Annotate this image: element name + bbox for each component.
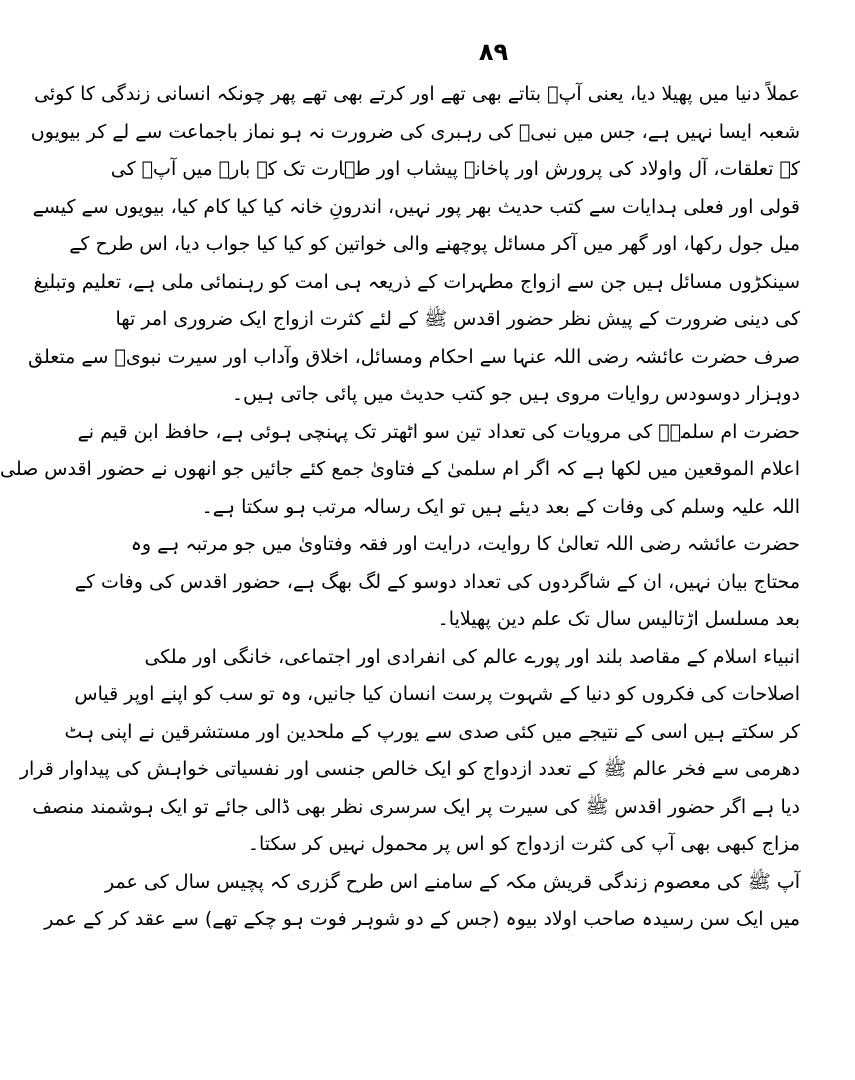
text-line: قولی اور فعلی ہدایات سے کتب حدیث بھر پور نہیں، اندرونِ خانہ کیا کیا کام کیا، بیویوں سے کیسے bbox=[32, 195, 800, 218]
text-line: کر سکتے ہیں اسی کے نتیجے میں کئی صدی سے یورپ کے ملحدین اور مستشرقین نے اپنی ہٹ bbox=[64, 720, 800, 743]
text-line: کے تعلقات، آل واولاد کی پرورش اور پاخانہ پیشاب اور طہارت تک کے بارے میں آپؐ کی bbox=[110, 158, 800, 180]
text-line: دھرمی سے فخر عالم ﷺ کے تعدد ازدواج کو ایک خالص جنسی اور نفسیاتی خواہش کی پیداوار قرار bbox=[19, 758, 800, 780]
paragraph-end-line: دوہزار دوسودس روایات مروی ہیں جو کتب حدیث میں پائی جاتی ہیں۔ bbox=[231, 383, 800, 405]
paragraph-start-line: حضرت عائشہ رضی اللہ تعالیٰ کا روایت، درایت اور فقہ وفتاویٰ میں جو مرتبہ ہے وہ bbox=[130, 533, 800, 555]
text-line: اعلام الموقعین میں لکھا ہے کہ اگر ام سلمیٰ کے فتاویٰ جمع کئے جائیں جو انھوں نے حضور اقدس صلی bbox=[0, 458, 800, 480]
text-line: سینکڑوں مسائل ہیں جن سے ازواج مطہرات کے ذریعہ ہی امت کو رہنمائی ملی ہے، تعلیم وتبلیغ bbox=[33, 270, 800, 293]
paragraph-end-line: مزاج کبھی بھی آپ کی کثرت ازدواج کو اس پر محمول نہیں کر سکتا۔ bbox=[247, 833, 800, 855]
paragraph-end-line: بعد مسلسل اڑتالیس سال تک علم دین پھیلایا۔ bbox=[437, 608, 800, 630]
text-line: میل جول رکھا، اور گھر میں آکر مسائل پوچھنے والی خواتین کو کیا کیا جواب دیا، اس طرح کے bbox=[69, 233, 800, 255]
text-line: شعبہ ایسا نہیں ہے، جس میں نبیؐ کی رہبری کی ضرورت نہ ہو نماز باجماعت سے لے کر بیویوں bbox=[30, 120, 800, 143]
text-line: عملاً دنیا میں پھیلا دیا، یعنی آپؐ بتاتے بھی تھے اور کرتے بھی تھے پھر چونکہ انسانی زندگی کا کوئی bbox=[34, 83, 800, 105]
paragraph-start-line: انبیاء اسلام کے مقاصد بلند اور پورے عالم کی انفرادی اور اجتماعی، خانگی اور ملکی bbox=[144, 645, 800, 668]
body-text bbox=[0, 76, 800, 939]
text-line: میں ایک سن رسیدہ صاحب اولاد بیوہ (جس کے دو شوہر فوت ہو چکے تھے) سے عقد کر کے عمر bbox=[44, 908, 800, 930]
paragraph-start-line: حضرت ام سلمہؓ کی مرویات کی تعداد تین سو اٹھتر تک پہنچی ہوئی ہے، حافظ ابن قیم نے bbox=[77, 420, 800, 443]
paragraph-end-line: اللہ علیہ وسلم کی وفات کے بعد دیئے ہیں تو ایک رسالہ مرتب ہو سکتا ہے۔ bbox=[201, 495, 800, 518]
page-number: ۸۹ bbox=[478, 38, 509, 66]
text-line: کی دینی ضرورت کے پیش نظر حضور اقدس ﷺ کے لئے کثرت ازواج ایک ضروری امر تھا bbox=[115, 308, 800, 330]
text-line: دیا ہے اگر حضور اقدس ﷺ کی سیرت پر ایک سرسری نظر بھی ڈالی جائے تو ایک ہوشمند منصف bbox=[32, 795, 800, 818]
text-line: محتاج بیان نہیں، ان کے شاگردوں کی تعداد دوسو کے لگ بھگ ہے، حضور اقدس کی وفات کے bbox=[74, 570, 800, 593]
text-line: اصلاحات کی فکروں کو دنیا کے شہوت پرست انسان کیا جانیں، وہ تو سب کو اپنے اوپر قیاس bbox=[74, 683, 800, 705]
text-line: صرف حضرت عائشہ رضی اللہ عنہا سے احکام ومسائل، اخلاق وآداب اور سیرت نبویؐ سے متعلق bbox=[28, 345, 800, 368]
paragraph-start-line: آپ ﷺ کی معصوم زندگی قریش مکہ کے سامنے اس طرح گزری کہ پچیس سال کی عمر bbox=[105, 870, 800, 893]
